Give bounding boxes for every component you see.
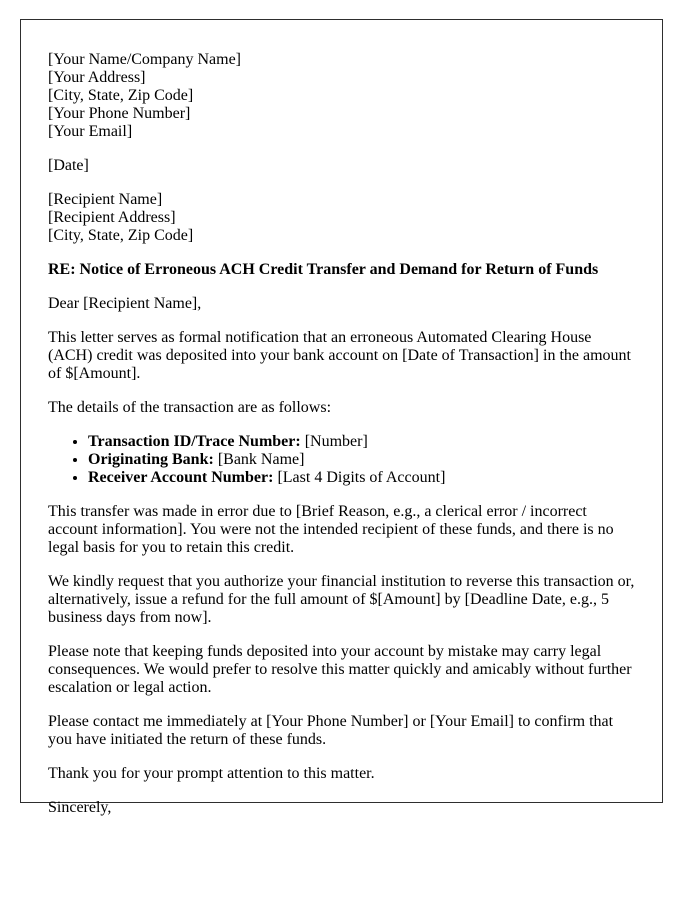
recipient-address-line: [Recipient Address] — [48, 209, 176, 226]
recipient-block — [48, 191, 635, 245]
sender-block — [48, 51, 635, 141]
intro-paragraph: This letter serves as formal notification that an erroneous Automated Clearing House (ACH) credit was deposited into your bank account on [Date of Transaction] in the amount of $[Amount]. — [48, 329, 631, 382]
sender-address-line: [Your Address] — [48, 69, 146, 86]
detail-value: [Bank Name] — [217, 451, 305, 468]
detail-item-receiver-account — [88, 469, 635, 487]
detail-value: [Last 4 Digits of Account] — [277, 469, 446, 486]
detail-item-transaction-id — [88, 433, 635, 451]
sender-email-line: [Your Email] — [48, 123, 133, 140]
recipient-city-line: [City, State, Zip Code] — [48, 227, 194, 244]
sender-city-line: [City, State, Zip Code] — [48, 87, 194, 104]
contact-paragraph: Please contact me immediately at [Your Phone Number] or [Your Email] to confirm that you have initiated the return of these funds. — [48, 713, 614, 748]
sender-name-line: [Your Name/Company Name] — [48, 51, 242, 68]
subject-line: RE: Notice of Erroneous ACH Credit Transfer and Demand for Return of Funds — [48, 261, 599, 278]
reversal-request-paragraph: We kindly request that you authorize your financial institution to reverse this transaction or, alternatively, issue a refund for the full amount of $[Amount] by [Deadline Date, e.g., 5 business days from now]. — [48, 573, 635, 626]
legal-consequences-paragraph: Please note that keeping funds deposited into your account by mistake may carry legal consequences. We would prefer to resolve this matter quickly and amicably without further escalation or legal action. — [48, 643, 632, 696]
salutation: Dear [Recipient Name], — [48, 295, 202, 312]
detail-label: Originating Bank: — [88, 451, 214, 468]
closing-line: Sincerely, — [48, 799, 112, 816]
date-line: [Date] — [48, 157, 89, 174]
details-lead: The details of the transaction are as follows: — [48, 399, 332, 416]
thanks-paragraph: Thank you for your prompt attention to this matter. — [48, 765, 375, 782]
detail-label: Receiver Account Number: — [88, 469, 274, 486]
transaction-details-list — [48, 433, 635, 487]
detail-item-originating-bank — [88, 451, 635, 469]
sender-phone-line: [Your Phone Number] — [48, 105, 191, 122]
recipient-name-line: [Recipient Name] — [48, 191, 163, 208]
letter-page — [20, 19, 663, 816]
detail-label: Transaction ID/Trace Number: — [88, 433, 301, 450]
detail-value: [Number] — [304, 433, 368, 450]
error-explanation-paragraph: This transfer was made in error due to [Brief Reason, e.g., a clerical error / incorrect account information]. You were not the intended recipient of these funds, and there is no legal basis for you to retain this credit. — [48, 503, 614, 556]
